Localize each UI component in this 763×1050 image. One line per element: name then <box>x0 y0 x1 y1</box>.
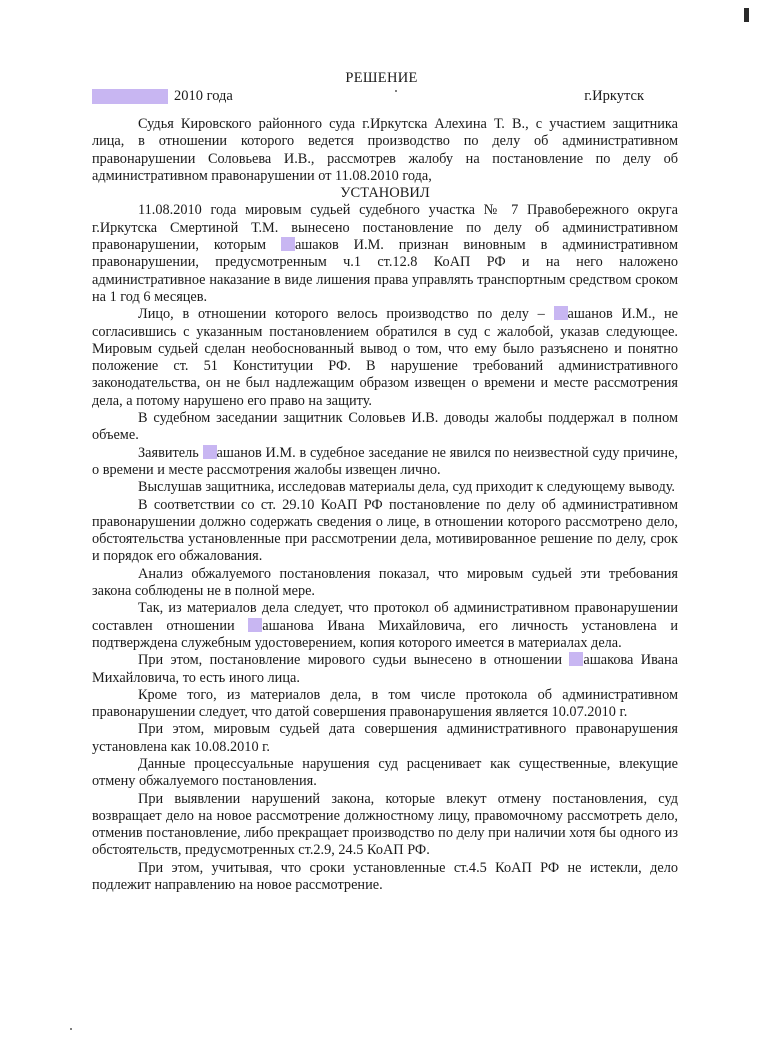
paragraph: При этом, постановление мирового судьи вынесено в отношении ашакова Ивана Михайловича, то есть иного лица. <box>92 652 678 686</box>
redacted-name <box>203 445 217 459</box>
paragraph: Лицо, в отношении которого велось производство по делу – ашанов И.М., не согласившись с указанным постановлением обратился в суд с жалобой, указав следующее. Мировым судьей сделан необоснованный вывод о том, что ему было разъяснено и понятно положение ст. 51 Конституции РФ. В нарушение требований административного законодательства, он не был надлежащим образом извещен о времени и месте рассмотрения дела, а потому нарушено его право на защиту. <box>92 306 679 409</box>
paragraph: 11.08.2010 года мировым судьей судебного участка № 7 Правобережного округа г.Иркутска Смертиной Т.М. вынесено постановление по делу об административном правонарушении, которым ашаков И.М. признан виновным в административном правонарушении, предусмотренным ч.1 ст.12.8 КоАП РФ и на него наложено административное наказание в виде лишения права управлять транспортным средством сроком на 1 год 6 месяцев. <box>92 202 678 305</box>
paragraph: Так, из материалов дела следует, что протокол об административном правонарушении составлен отношении ашанова Ивана Михайловича, его личность установлена и подтверждена служебным удостоверением, копия которого имеется в материалах дела. <box>92 600 678 651</box>
document-title: РЕШЕНИЕ <box>345 70 418 86</box>
redacted-name <box>569 652 583 666</box>
redacted-name <box>554 306 568 320</box>
paragraph: Анализ обжалуемого постановления показал, что мировым судьей эти требования закона соблюдены не в полной мере. <box>92 565 678 600</box>
paragraph: В судебном заседании защитник Соловьев И.В. доводы жалобы поддержал в полном объеме. <box>92 410 678 444</box>
redacted-name <box>248 618 262 632</box>
intro-paragraph: Судья Кировского районного суда г.Иркутска Алехина Т. В., с участием защитника лица, в отношении которого ведется производство по делу об административном правонарушении Соловьева И.В., рассмотрев жалобу на постановление по делу об административном правонарушении от 11.08.2010 года, <box>92 116 678 184</box>
paragraph: Кроме того, из материалов дела, в том числе протокола об административном правонарушении следует, что датой совершения правонарушения является 10.07.2010 г. <box>92 686 678 721</box>
paragraph: Данные процессуальные нарушения суд расценивает как существенные, влекущие отмену обжалуемого постановления. <box>92 755 678 790</box>
document-body <box>92 116 678 894</box>
paragraph: При выявлении нарушений закона, которые влекут отмену постановления, суд возвращает дело на новое рассмотрение должностному лицу, правомочному рассмотреть дело, отменив постановление, либо прекращает производство по делу при наличии хотя бы одного из обстоятельств, предусмотренных ст.2.9, 24.5 КоАП РФ. <box>92 790 678 859</box>
scan-edge-mark <box>744 8 749 22</box>
city: г.Иркутск <box>584 88 644 104</box>
paragraph: В соответствии со ст. 29.10 КоАП РФ постановление по делу об административном правонарушении должно содержать сведения о лице, в отношении которого рассмотрено дело, обстоятельства установленные при рассмотрении дела, мотивированное решение по делу, срок и порядок его обжалования. <box>92 496 678 565</box>
paragraph: При этом, мировым судьей дата совершения административного правонарушения установлена как 10.08.2010 г. <box>92 721 678 755</box>
date-year: 2010 года <box>174 88 233 104</box>
paragraph: При этом, учитывая, что сроки установленные ст.4.5 КоАП РФ не истекли, дело подлежит направлению на новое рассмотрение. <box>92 859 678 894</box>
redacted-name <box>281 237 295 251</box>
paragraph: Выслушав защитника, исследовав материалы дела, суд приходит к следующему выводу. <box>138 479 676 496</box>
scan-speck <box>70 1028 72 1030</box>
scan-speck <box>395 90 397 92</box>
redacted-date <box>92 89 168 104</box>
paragraph: Заявитель ашанов И.М. в судебное заседание не явился по неизвестной суду причине, о времени и месте рассмотрения жалобы извещен лично. <box>92 444 679 478</box>
section-heading: УСТАНОВИЛ <box>340 185 430 202</box>
